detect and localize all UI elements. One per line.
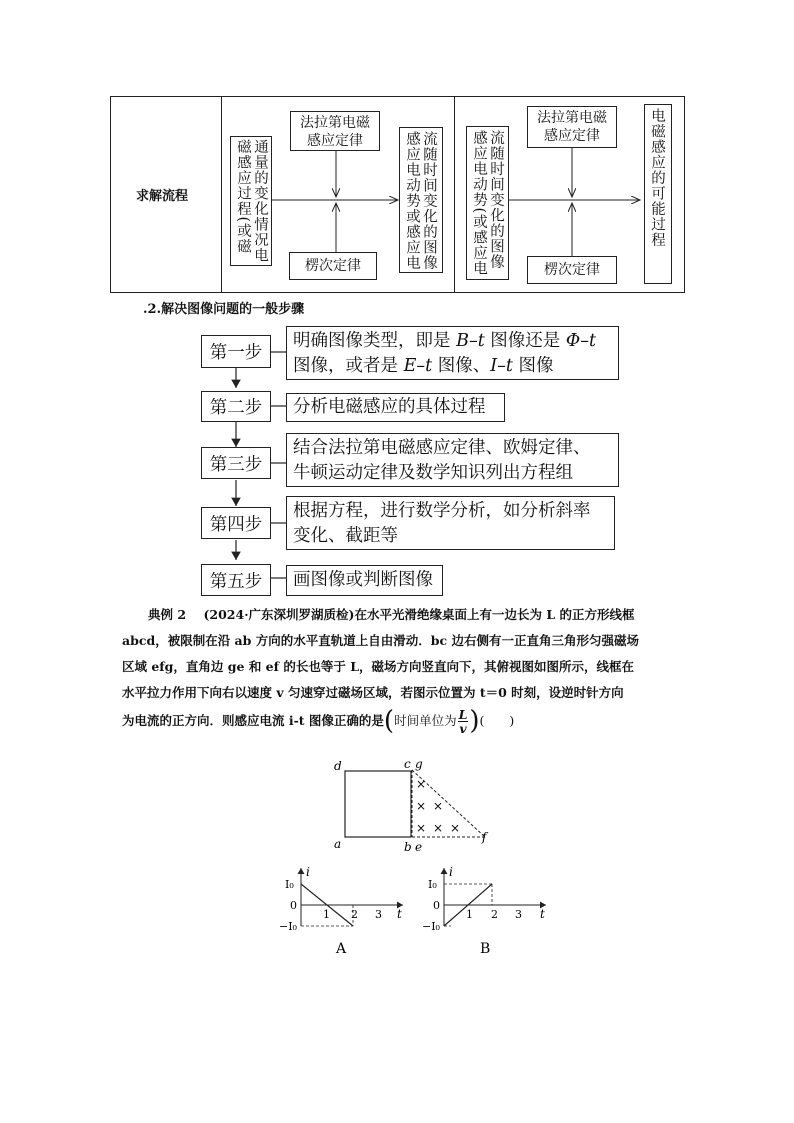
graph-a-xtick-1: 1	[323, 908, 330, 921]
graph-b-ylabel: i	[449, 865, 453, 879]
answer-blank: ( )	[479, 713, 515, 728]
step-2-desc: 分析电磁感应的具体过程	[286, 393, 505, 422]
step-1-desc: 明确图像类型，即是 B–t 图像还是 Φ–t 图像，或者是 E–t 图像、I–t 图像	[286, 326, 619, 380]
field-mark: ×	[416, 821, 427, 835]
step-4-label: 第四步	[201, 507, 271, 539]
graph-a-xlabel: t	[397, 907, 402, 921]
corner-g: g	[415, 757, 423, 771]
example-line-3: 区域 efg，直角边 ge 和 ef 的长也等于 L，磁场方向竖直向下，其俯视图如图所示，线框在	[122, 659, 634, 674]
graph-b-ytick-i0: I₀	[428, 878, 437, 891]
field-mark: ×	[433, 799, 444, 813]
corner-f: f	[482, 830, 487, 844]
step-4-desc: 根据方程，进行数学分析，如分析斜率 变化、截距等	[286, 496, 615, 550]
left-faraday-box: 法拉第电磁感应定律	[290, 111, 380, 151]
graph-a-ytick-neg: −I₀	[279, 920, 297, 933]
corner-e: e	[415, 840, 423, 854]
flow-arrows	[0, 0, 794, 300]
step-2-label: 第二步	[201, 391, 271, 422]
flow-row-label: 求解流程	[136, 189, 189, 204]
left-result-box: 流随时间变化的图像感应电动势或感应电	[399, 127, 443, 273]
step-1-label: 第一步	[201, 335, 271, 368]
field-mark: ×	[416, 777, 427, 791]
right-start-box: 流随时间变化的图像感应电动势(或感应电	[466, 126, 509, 280]
frame-figure	[330, 755, 500, 855]
field-mark: ×	[416, 799, 427, 813]
example-line-4: 水平拉力作用下向右以速度 v 匀速穿过磁场区域，若图示位置为 t＝0 时刻，设逆时针方向	[122, 685, 624, 700]
graph-b-caption: B	[480, 941, 491, 957]
graph-b	[421, 862, 561, 962]
square-frame	[345, 771, 411, 837]
step-5-desc: 画图像或判断图像	[286, 565, 443, 596]
step-3-desc: 结合法拉第电磁感应定律、欧姆定律、 牛顿运动定律及数学知识列出方程组	[286, 433, 619, 487]
example-line-5: 为电流的正方向．则感应电流 i-t 图像正确的是	[122, 713, 384, 728]
unit-text: 时间单位为	[394, 713, 457, 728]
graph-b-xlabel: t	[540, 907, 545, 921]
corner-b: b	[404, 840, 412, 854]
right-result-box: 电磁感应的可能过程	[644, 104, 672, 284]
example-line-1: 在水平光滑绝缘桌面上有一边长为 L 的正方形线框	[354, 607, 635, 622]
corner-d: d	[334, 759, 342, 773]
field-mark: ×	[433, 821, 444, 835]
graph-b-xtick-2: 2	[491, 908, 498, 921]
graph-b-ytick-neg: −I₀	[422, 920, 440, 933]
step-3-label: 第三步	[201, 447, 271, 479]
graph-a-xtick-2: 2	[351, 908, 358, 921]
graph-a-ylabel: i	[306, 865, 310, 879]
graph-a	[278, 862, 418, 962]
example-line-2: abcd，被限制在沿 ab 方向的水平直轨道上自由滑动．bc 边右侧有一正直角三角形匀强磁场	[122, 633, 639, 648]
graph-a-caption: A	[336, 941, 347, 957]
field-mark: ×	[450, 821, 461, 835]
corner-a: a	[334, 837, 342, 851]
unit-fraction: L v	[458, 706, 468, 736]
graph-a-ytick-i0: I₀	[285, 878, 294, 891]
graph-b-xtick-1: 1	[466, 908, 473, 921]
step-5-label: 第五步	[201, 564, 271, 596]
right-faraday-box: 法拉第电磁感应定律	[527, 106, 617, 148]
section-heading: .2.解决图像问题的一般步骤	[143, 302, 305, 317]
example-label: 典例 2	[148, 607, 187, 622]
graph-b-ytick-0: 0	[433, 899, 440, 912]
graph-b-xtick-3: 3	[515, 908, 522, 921]
left-start-box: 通量的变化情况电磁感应过程(或磁	[230, 136, 272, 266]
left-lenz-box: 楞次定律	[289, 252, 377, 280]
graph-a-ytick-0: 0	[290, 899, 297, 912]
corner-c: c	[404, 757, 411, 771]
example-paragraph: 典例 2 (2024·广东深圳罗湖质检)在水平光滑绝缘桌面上有一边长为 L 的正方形线框 abcd，被限制在沿 ab 方向的水平直轨道上自由滑动．bc 边右侧有一正直角三角形匀强磁场 区域 efg，直角边 ge 和 ef 的长也等于 L，磁场方向竖直向下，其俯视图如图所示，线框在 水平拉力作用下向右以速度 v 匀速穿过磁场区域，若图示位置为 t＝0 时刻，设逆时针方向 为电流的正方向．则感应电流 i-t 图像正确的是 ( 时间单位为 L v ) ( )	[122, 602, 682, 736]
example-source: (2024·广东深圳罗湖质检)	[203, 607, 355, 622]
graph-a-xtick-3: 3	[375, 908, 382, 921]
right-lenz-box: 楞次定律	[527, 256, 617, 284]
